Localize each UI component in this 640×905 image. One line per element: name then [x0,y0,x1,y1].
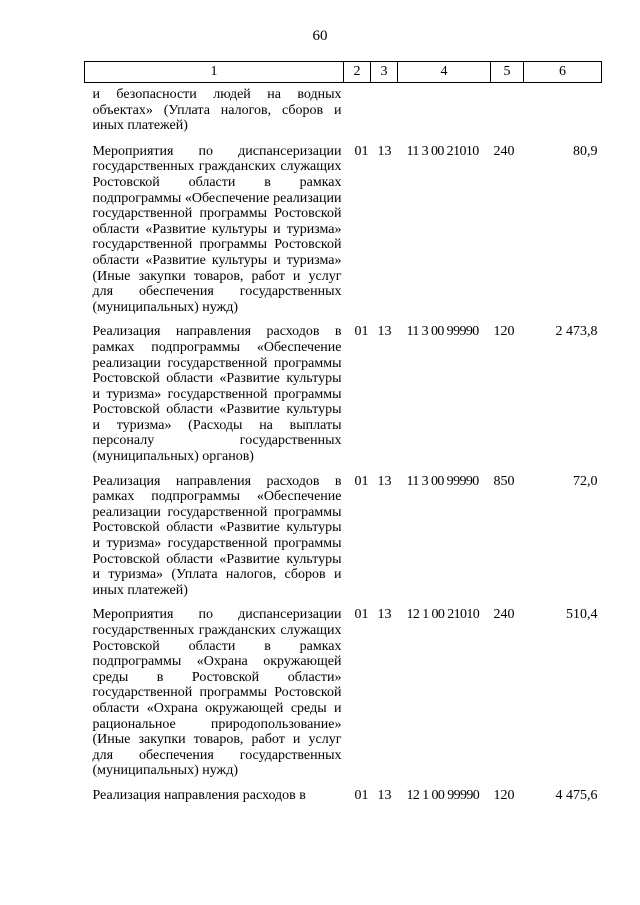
row-amount [524,83,602,144]
row-target-article [398,83,491,144]
header-col-2: 2 [344,62,371,83]
table-row [85,474,602,608]
row-expense-type [491,83,524,144]
header-col-3: 3 [371,62,398,83]
header-col-6: 6 [524,62,602,83]
header-col-4: 4 [398,62,491,83]
page-number: 60 [312,28,328,44]
row-amount: 2 473,8 [555,324,598,340]
row-description: Реализация направления расходов в рамках подпрограммы «Обеспечение реализации государственной программы Ростовской области «Развитие культуры и туризма» государственной программы Ростовской области «Развитие культуры и туризма» (Расходы на выплаты персоналу государственных (муниципальных) органов) [92,324,342,465]
row-target-article: 12 1 00 21010 [406,607,480,623]
row-amount: 72,0 [573,473,598,489]
row-subsection: 13 [377,787,392,803]
row-amount: 80,9 [573,143,598,159]
row-subsection: 13 [377,607,392,623]
row-target-article: 11 3 00 21010 [406,143,479,159]
table-row [85,788,602,804]
row-description: и безопасности людей на водных объектах» (Уплата налогов, сборов и иных платежей) [92,87,342,134]
row-subsection: 13 [377,473,392,489]
row-description: Мероприятия по диспансеризации государственных гражданских служащих Ростовской области в рамках подпрограммы «Охрана окружающей среды в Ростовской области» государственной программы Ростовской области «Охрана окружающей среды и рациональное природопользование» (Иные закупки товаров, работ и услуг для обеспечения государственных (муниципальных) нужд) [92,607,342,779]
header-col-1: 1 [85,62,344,83]
row-target-article: 11 3 00 99990 [406,473,479,489]
row-description: Мероприятия по диспансеризации государственных гражданских служащих Ростовской области в рамках подпрограммы «Обеспечение реализации государственной программы Ростовской области «Развитие культуры и туризма» государственной программы Ростовской области «Развитие культуры и туризма» (Иные закупки товаров, работ и услуг для обеспечения государственных (муниципальных) нужд) [92,143,342,315]
table-row [85,324,602,473]
row-expense-type: 120 [493,324,515,340]
row-expense-type: 240 [493,607,515,623]
row-section: 01 [354,473,369,489]
row-expense-type: 120 [493,787,515,803]
row-subsection: 13 [377,143,392,159]
header-col-5: 5 [491,62,524,83]
table-row [85,144,602,325]
row-description: Реализация направления расходов в [92,787,306,803]
row-subsection [371,83,398,144]
row-description: Реализация направления расходов в рамках подпрограммы «Обеспечение реализации государственной программы Ростовской области «Развитие культуры и туризма» государственной программы Ростовской области «Развитие культуры и туризма» (Уплата налогов, сборов и иных платежей) [92,473,342,598]
table-row [85,607,602,788]
row-section: 01 [354,607,369,623]
row-expense-type: 240 [493,143,515,159]
row-subsection: 13 [377,324,392,340]
row-target-article: 11 3 00 99990 [406,324,479,340]
row-section [344,83,371,144]
row-amount: 4 475,6 [555,787,598,803]
row-amount: 510,4 [566,607,598,623]
row-expense-type: 850 [493,473,515,489]
row-section: 01 [354,787,369,803]
row-section: 01 [354,143,369,159]
budget-table [84,61,602,804]
table-row [85,83,602,144]
table-header-row [85,62,602,83]
row-section: 01 [354,324,369,340]
row-target-article: 12 1 00 99990 [406,787,480,803]
